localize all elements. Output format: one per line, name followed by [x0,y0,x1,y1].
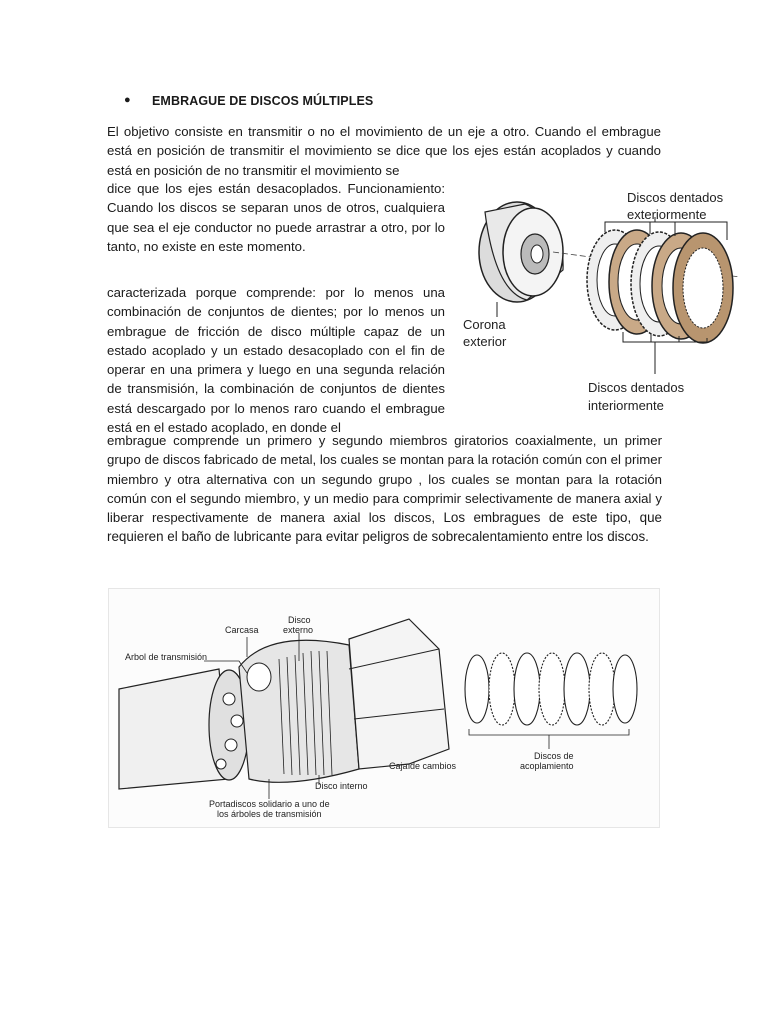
continuation-text: embrague comprende un primero y segundo miembros giratorios coaxialmente, un primer grupo de discos fabricado de metal, los cuales se montan para la rotación común con el primer miembro y otra alternativa con un segundo grupo , los cuales se montan para la rotación común con el segundo miembro, y un medio para comprimir selectivamente de manera axial y liberar respectivamente de manera axial los discos, [107,433,662,526]
carrier-label-line2: los árboles de transmisión [217,809,322,819]
outer-disc-label-line2: externo [283,625,314,635]
continuation-tail-text: Los embragues de este tipo, que requieren el baño de lubricante para evitar peligros de sobrecalentamiento entre los discos. [107,510,662,545]
crown-label-line1: Corona [463,317,506,332]
inner-disc-label: Disco interno [315,781,368,791]
clutch-assembly-figure [108,588,660,828]
coupling-discs-label-line1: Discos de [534,751,574,761]
shaft-label: Arbol de transmisión [125,652,208,662]
coupling-discs-label-line2: acoplamiento [520,761,574,771]
outer-discs-label-line1: Discos dentados [627,190,724,205]
function-paragraph: dice que los ejes están desacoplados. Funcionamiento: Cuando los discos se separan unos de otros, cualquiera que sea el eje conductor no puede arrastrar a otro, por lo tanto, no existe en este momento. [107,181,445,254]
continuation-paragraph [107,431,662,547]
disc-stack-drawing [587,230,733,343]
inner-discs-label-line2: interiormente [588,398,664,413]
outer-discs-label-line2: exteriormente [627,207,707,222]
gearbox-label: Caja de cambios [389,761,457,771]
clutch-discs-figure [455,182,745,422]
carrier-label-line1: Portadiscos solidario a uno de [209,799,330,809]
housing-label: Carcasa [225,625,259,635]
characterized-paragraph: caracterizada porque comprende: por lo menos una combinación de conjuntos de dientes; por lo menos un embrague de fricción de disco múltiple capaz de un estado acoplado y un estado desacoplado con el fin de operar en una primera y luego en una segunda relación de transmisión, la combinación de conjuntos de dientes está descargado por lo menos raro cuando el embrague está en el estado acoplado, en donde el [107,285,445,436]
inner-discs-label-line1: Discos dentados [588,380,685,395]
outer-disc-label-line1: Disco [288,615,311,625]
intro-paragraph: El objetivo consiste en transmitir o no el movimiento de un eje a otro. Cuando el embrague está en posición de transmitir el movimiento se dice que los ejes están acoplados y cuando está en posición de no transmitir el movimiento se [107,124,661,178]
crown-label-line2: exterior [463,334,507,349]
bullet-icon: ● [124,94,131,106]
heading-text: EMBRAGUE DE DISCOS MÚLTIPLES [152,94,374,108]
assembly-drawing [119,619,637,799]
